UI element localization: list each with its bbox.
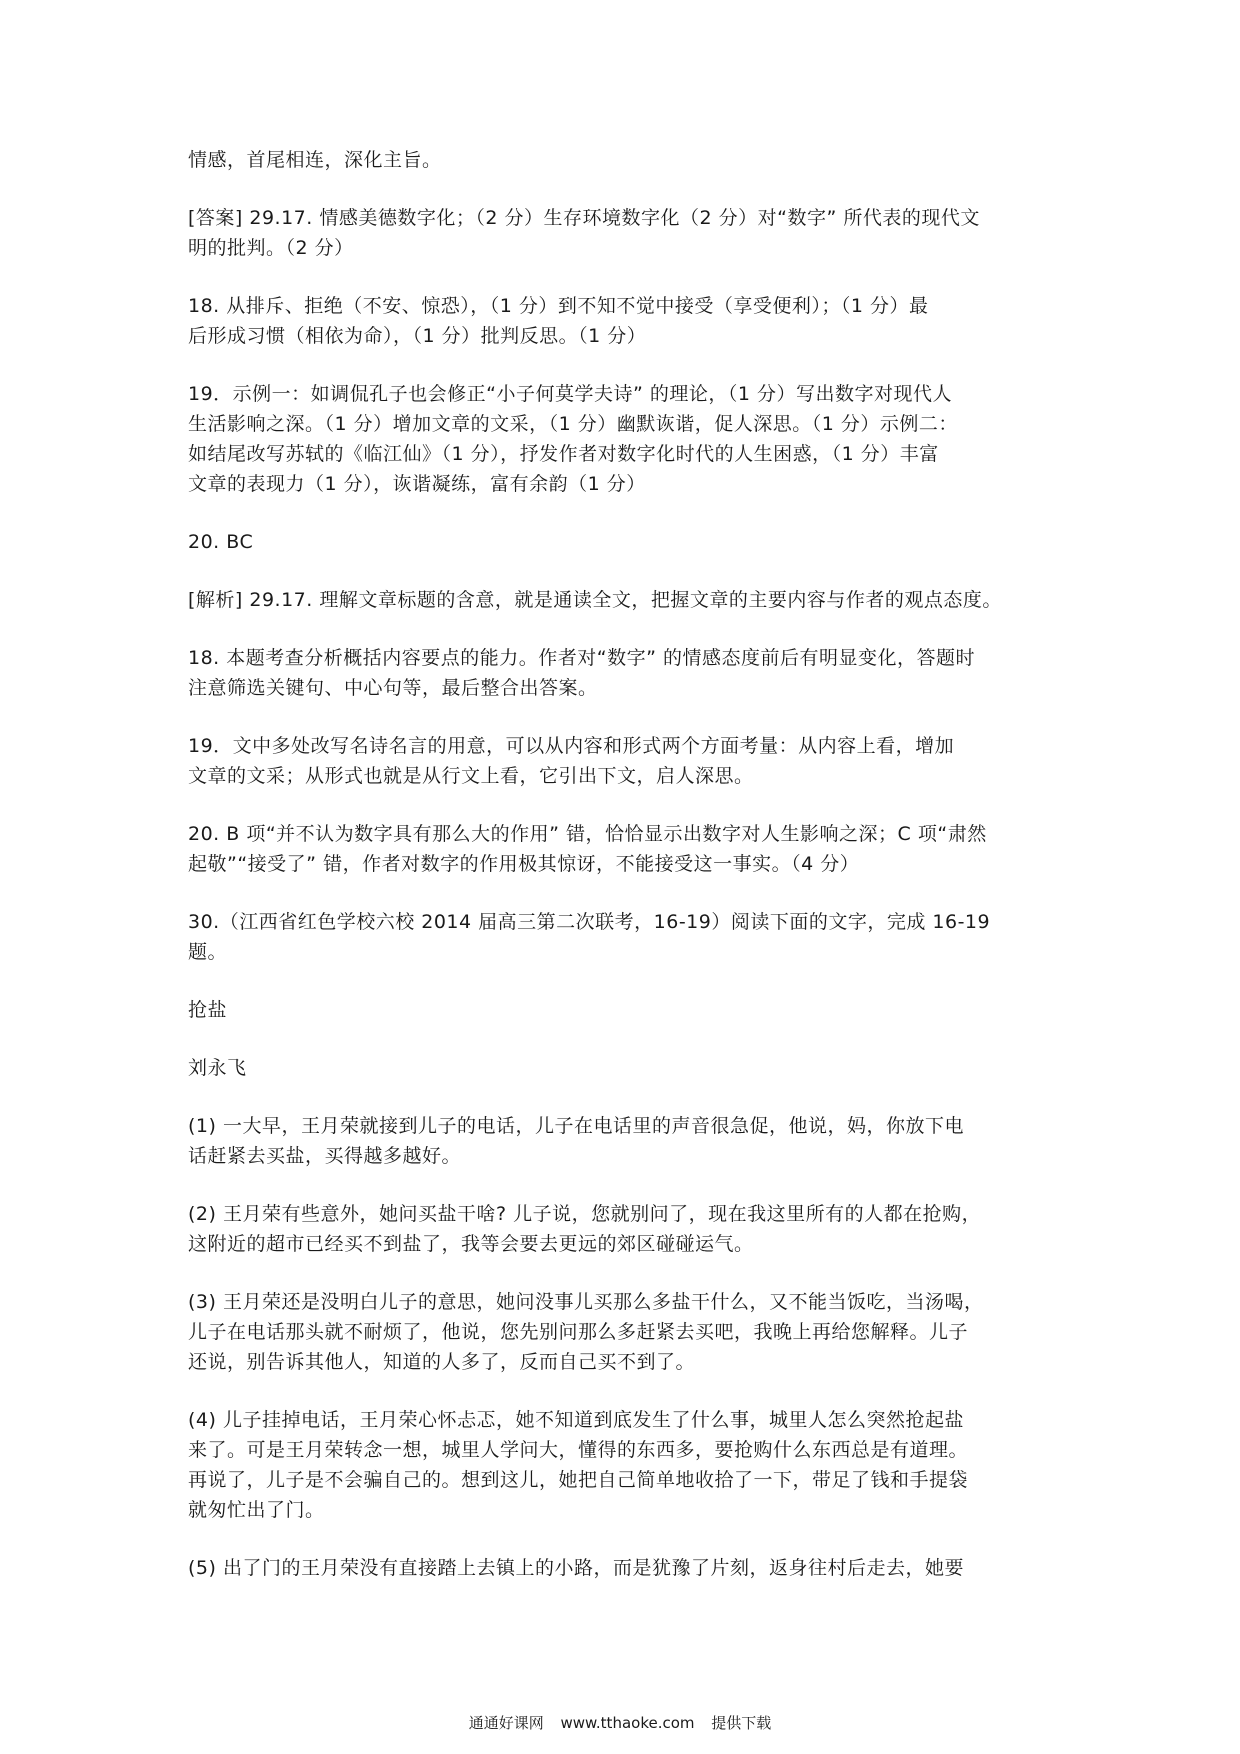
text-line: (2) 王月荣有些意外，她问买盐干啥? 儿子说，您就别问了，现在我这里所有的人都在抢购， xyxy=(188,1203,982,1225)
text-line: 刘永飞 xyxy=(188,1057,247,1079)
paragraph xyxy=(188,527,1068,557)
text-line: 20. BC xyxy=(188,531,254,553)
paragraph xyxy=(188,1405,1068,1525)
text-line: 儿子在电话那头就不耐烦了，他说，您先别问那么多赶紧去买吧，我晚上再给您解释。儿子 xyxy=(188,1321,969,1343)
footer-site-name: 通通好课网 xyxy=(468,1714,544,1732)
document-body xyxy=(188,145,1068,1611)
text-line: 30.（江西省红色学校六校 2014 届高三第二次联考，16-19）阅读下面的文字，完成 16-19 xyxy=(188,911,991,933)
text-line: 起敬”“接受了” 错，作者对数字的作用极其惊讶，不能接受这一事实。（4 分） xyxy=(188,853,860,875)
text-line: 来了。可是王月荣转念一想，城里人学问大，懂得的东西多，要抢购什么东西总是有道理。 xyxy=(188,1439,969,1461)
text-line: 文章的文采；从形式也就是从行文上看，它引出下文，启人深思。 xyxy=(188,765,754,787)
text-line: 还说，别告诉其他人，知道的人多了，反而自己买不到了。 xyxy=(188,1351,696,1373)
text-line: (3) 王月荣还是没明白儿子的意思，她问没事儿买那么多盐干什么，又不能当饭吃，当汤喝， xyxy=(188,1291,984,1313)
paragraph xyxy=(188,643,1068,703)
text-line: 19．文中多处改写名诗名言的用意，可以从内容和形式两个方面考量：从内容上看，增加 xyxy=(188,735,955,757)
text-line: 18. 从排斥、拒绝（不安、惊恐），（1 分）到不知不觉中接受（享受便利）；（1 分）最 xyxy=(188,295,929,317)
paragraph xyxy=(188,585,1068,615)
paragraph xyxy=(188,731,1068,791)
text-line: 再说了，儿子是不会骗自己的。想到这儿，她把自己简单地收拾了一下，带足了钱和手提袋 xyxy=(188,1469,969,1491)
text-line: (5) 出了门的王月荣没有直接踏上去镇上的小路，而是犹豫了片刻，返身往村后走去，她要 xyxy=(188,1557,964,1579)
text-line: 后形成习惯（相依为命），（1 分）批判反思。（1 分） xyxy=(188,325,647,347)
text-line: 就匆忙出了门。 xyxy=(188,1499,325,1521)
text-line: [解析] 29.17. 理解文章标题的含意，就是通读全文，把握文章的主要内容与作者的观点态度。 xyxy=(188,589,1002,611)
text-line: [答案] 29.17. 情感美德数字化；（2 分）生存环境数字化（2 分）对“数字” 所代表的现代文 xyxy=(188,207,980,229)
text-line: 如结尾改写苏轼的《临江仙》（1 分），抒发作者对数字化时代的人生困惑，（1 分）丰富 xyxy=(188,443,939,465)
text-line: 19．示例一：如调侃孔子也会修正“小子何莫学夫诗” 的理论，（1 分）写出数字对现代人 xyxy=(188,383,953,405)
paragraph xyxy=(188,379,1068,499)
paragraph xyxy=(188,145,1068,175)
text-line: 这附近的超市已经买不到盐了，我等会要去更远的郊区碰碰运气。 xyxy=(188,1233,754,1255)
text-line: 题。 xyxy=(188,941,228,963)
paragraph xyxy=(188,819,1068,879)
paragraph xyxy=(188,1111,1068,1171)
text-line: 明的批判。（2 分） xyxy=(188,237,354,259)
paragraph xyxy=(188,907,1068,967)
paragraph xyxy=(188,995,1068,1025)
footer-note: 提供下载 xyxy=(711,1714,772,1732)
text-line: 抢盐 xyxy=(188,999,228,1021)
text-line: 18. 本题考查分析概括内容要点的能力。作者对“数字” 的情感态度前后有明显变化，答题时 xyxy=(188,647,975,669)
text-line: 20. B 项“并不认为数字具有那么大的作用” 错，恰恰显示出数字对人生影响之深；C 项“肃然 xyxy=(188,823,987,845)
text-line: 情感，首尾相连，深化主旨。 xyxy=(188,149,442,171)
paragraph xyxy=(188,1553,1068,1583)
text-line: 文章的表现力（1 分），诙谐凝练，富有余韵（1 分） xyxy=(188,473,646,495)
footer-url[interactable]: www.tthaoke.com xyxy=(560,1714,695,1732)
paragraph xyxy=(188,1053,1068,1083)
paragraph xyxy=(188,1287,1068,1377)
text-line: 注意筛选关键句、中心句等，最后整合出答案。 xyxy=(188,677,598,699)
text-line: (4) 儿子挂掉电话，王月荣心怀忐忑，她不知道到底发生了什么事，城里人怎么突然抢起盐 xyxy=(188,1409,964,1431)
page-footer xyxy=(0,1712,1240,1733)
paragraph xyxy=(188,291,1068,351)
paragraph xyxy=(188,1199,1068,1259)
text-line: 生活影响之深。（1 分）增加文章的文采，（1 分）幽默诙谐，促人深思。（1 分）示例二： xyxy=(188,413,958,435)
text-line: (1) 一大早，王月荣就接到儿子的电话，儿子在电话里的声音很急促，他说，妈，你放下电 xyxy=(188,1115,964,1137)
text-line: 话赶紧去买盐，买得越多越好。 xyxy=(188,1145,462,1167)
paragraph xyxy=(188,203,1068,263)
